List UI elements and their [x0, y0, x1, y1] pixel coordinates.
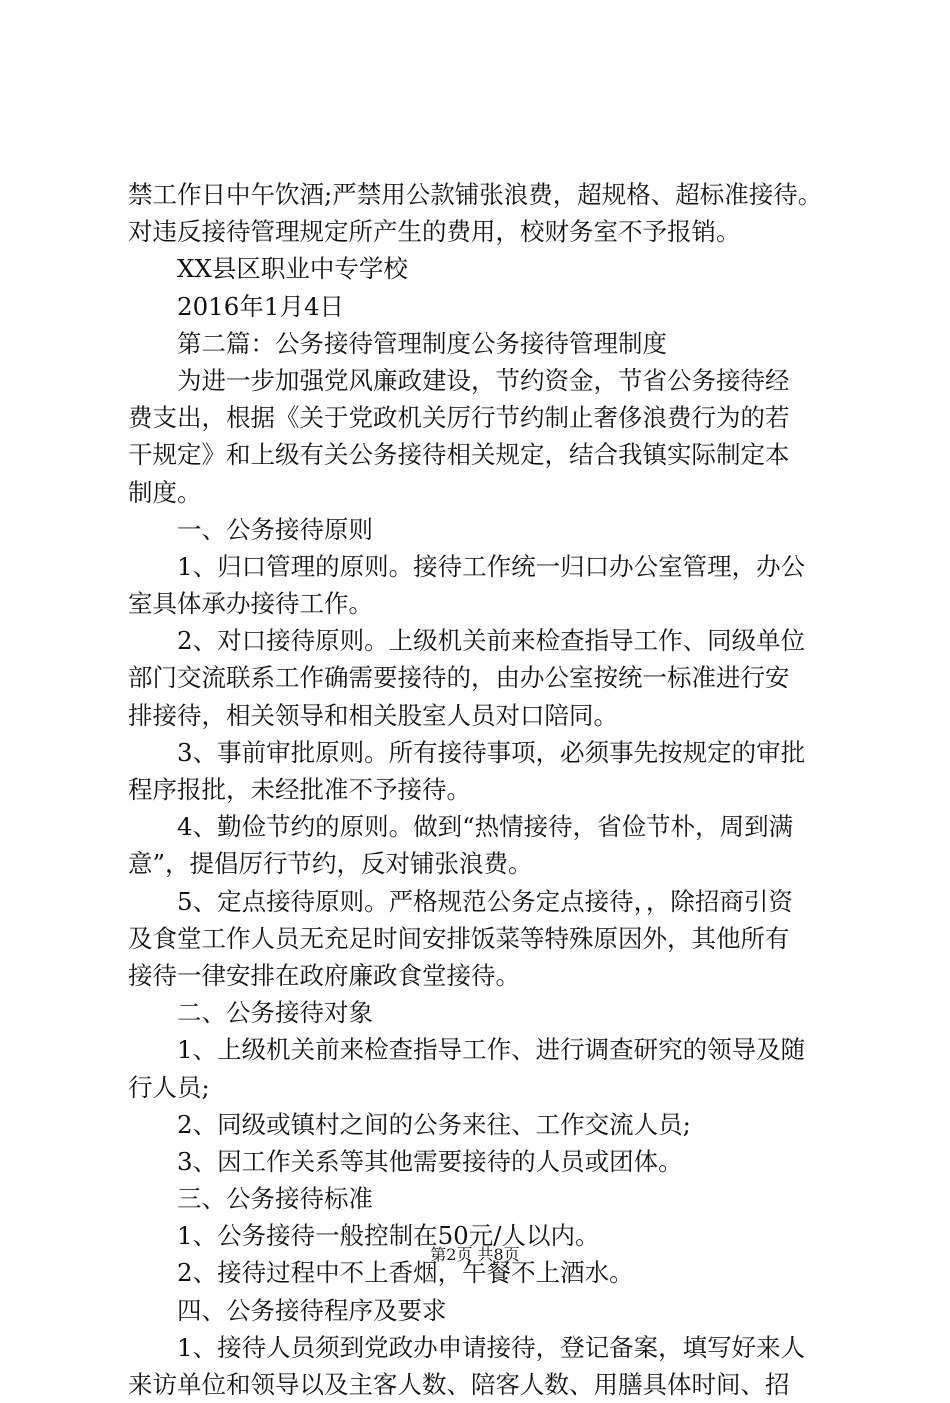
text-line: 4、勤俭节约的原则。做到“热情接待，省俭节朴，周到满: [128, 812, 794, 842]
section-heading: 三、公务接待标准: [128, 1184, 373, 1214]
text-line: 干规定》和上级有关公务接待相关规定，结合我镇实际制定本: [128, 440, 790, 470]
text-line: 及食堂工作人员无充足时间安排饭菜等特殊原因外，其他所有: [128, 923, 790, 953]
text-line: 来访单位和领导以及主客人数、陪客人数、用膳具体时间、招: [128, 1370, 790, 1399]
text-line: 对违反接待管理规定所产生的费用，校财务室不予报销。: [128, 217, 741, 247]
text-line: 2、对口接待原则。上级机关前来检查指导工作、同级单位: [128, 626, 806, 656]
text-line: 接待一律安排在政府廉政食堂接待。: [128, 960, 520, 990]
section-heading: 第二篇：公务接待管理制度公务接待管理制度: [128, 328, 667, 358]
text-line: 3、因工作关系等其他需要接待的人员或团体。: [128, 1146, 683, 1176]
text-line: 意”，提倡厉行节约，反对铺张浪费。: [128, 849, 533, 879]
text-line: 2016年1月4日: [128, 291, 345, 321]
text-line: 行人员;: [128, 1072, 210, 1102]
page-footer: [0, 1244, 950, 1266]
text-line: 程序报批，未经批准不予接待。: [128, 775, 471, 804]
text-line: 1、公务接待一般控制在50元/人以内。: [128, 1221, 600, 1251]
text-line: 2、接待过程中不上香烟，午餐不上酒水。: [128, 1258, 634, 1288]
text-line: 3、事前审批原则。所有接待事项，必须事先按规定的审批: [128, 737, 806, 767]
text-line: 排接待，相关领导和相关股室人员对口陪同。: [128, 700, 618, 730]
section-heading: 二、公务接待对象: [128, 998, 373, 1028]
text-line: 为进一步加强党风廉政建设，节约资金，节省公务接待经: [128, 365, 790, 395]
text-line: 禁工作日中午饮酒;严禁用公款铺张浪费，超规格、超标准接待。: [128, 180, 823, 209]
text-line: 部门交流联系工作确需要接待的，由办公室按统一标准进行安: [128, 663, 790, 693]
text-line: 5、定点接待原则。严格规范公务定点接待，，除招商引资: [128, 886, 793, 916]
text-line: 室具体承办接待工作。: [128, 589, 373, 619]
text-line: 2、同级或镇村之间的公务来往、工作交流人员;: [128, 1109, 691, 1139]
text-line: 1、接待人员须到党政办申请接待，登记备案，填写好来人: [128, 1332, 806, 1362]
text-line: 制度。: [128, 477, 202, 507]
text-line: 1、归口管理的原则。接待工作统一归口办公室管理，办公: [128, 551, 806, 581]
document-body: [128, 176, 833, 1403]
text-line: 费支出，根据《关于党政机关厉行节约制止奢侈浪费行为的若: [128, 403, 790, 433]
text-line: 1、上级机关前来检查指导工作、进行调查研究的领导及随: [128, 1035, 806, 1065]
section-heading: 四、公务接待程序及要求: [128, 1295, 447, 1325]
page-number-label: 第2页 共8页: [430, 1245, 520, 1264]
text-line: XX县区职业中专学校: [128, 254, 408, 284]
section-heading: 一、公务接待原则: [128, 514, 373, 544]
